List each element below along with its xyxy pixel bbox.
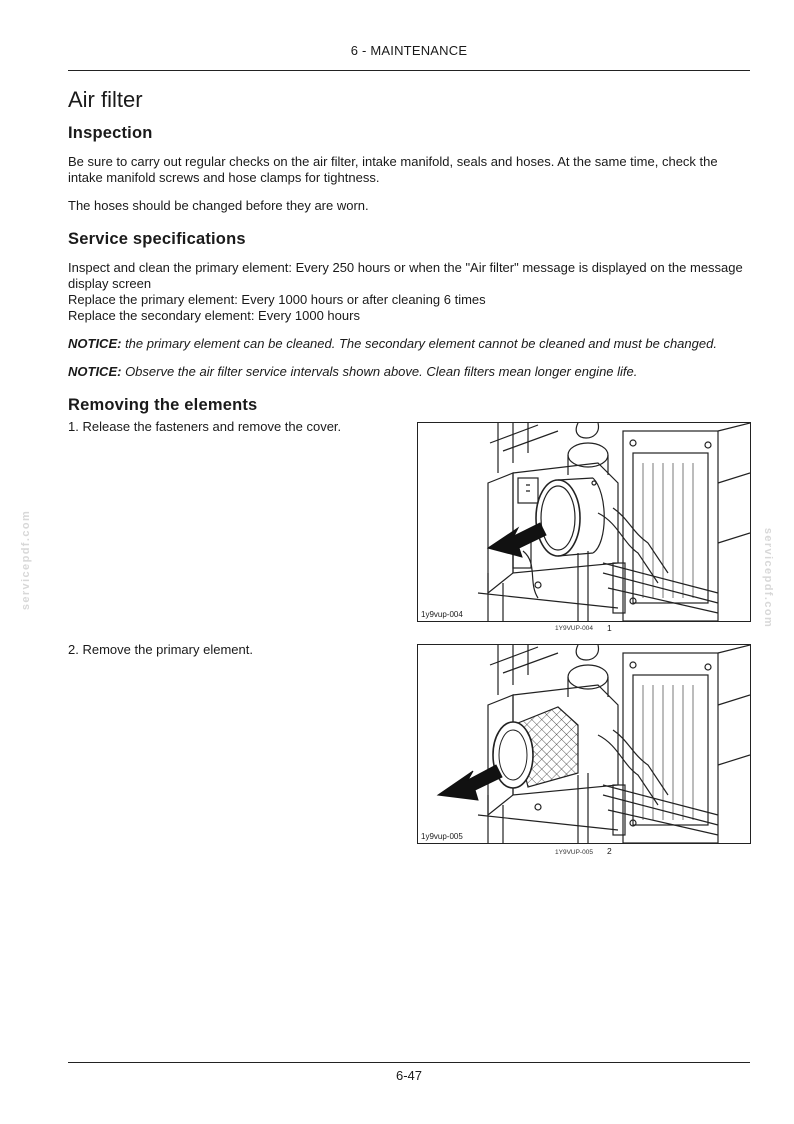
- footer-rule: [68, 1062, 750, 1063]
- primary-element-drawing: [418, 645, 750, 843]
- main-content: [68, 87, 750, 415]
- notice-2: [68, 364, 750, 380]
- inspection-paragraph-2: The hoses should be changed before they are worn.: [68, 198, 369, 213]
- notice-1-text: the primary element can be cleaned. The secondary element cannot be cleaned and must be changed.: [121, 336, 717, 351]
- step-2: 2. Remove the primary element.: [68, 642, 253, 657]
- notice-2-label: NOTICE:: [68, 364, 122, 379]
- page-number: 6-47: [395, 1068, 423, 1083]
- watermark-right: servicepdf.com: [762, 527, 774, 629]
- figure-2-number: 2: [607, 846, 612, 856]
- figure-1-label: 1y9vup-004: [421, 610, 463, 619]
- header-rule: [68, 70, 750, 71]
- page-title: Air filter: [68, 87, 143, 112]
- air-filter-cover-drawing: [418, 423, 750, 621]
- spec-line-1: Inspect and clean the primary element: Every 250 hours or when the "Air filter" message is displayed on the message display screen: [68, 260, 743, 291]
- notice-1: [68, 336, 750, 352]
- spec-line-3: Replace the secondary element: Every 1000 hours: [68, 308, 360, 323]
- inspection-heading: Inspection: [68, 124, 153, 142]
- running-header: 6 - MAINTENANCE: [350, 43, 468, 58]
- removing-heading: Removing the elements: [68, 396, 258, 414]
- service-specifications: [68, 260, 750, 324]
- inspection-paragraph-1: Be sure to carry out regular checks on the air filter, intake manifold, seals and hoses. At the same time, check the intake manifold screws and hose clamps for tightness.: [68, 154, 718, 185]
- notice-2-text: Observe the air filter service intervals shown above. Clean filters mean longer engine life.: [121, 364, 638, 379]
- watermark-left: servicepdf.com: [20, 509, 32, 611]
- figure-2-label: 1y9vup-005: [421, 832, 463, 841]
- service-heading: Service specifications: [68, 230, 246, 248]
- figure-1-reference: 1Y9VUP-004: [555, 625, 593, 632]
- figure-1-illustration: [417, 422, 751, 622]
- figure-1-number: 1: [607, 623, 612, 633]
- figure-2-reference: 1Y9VUP-005: [555, 849, 593, 856]
- figure-2-illustration: [417, 644, 751, 844]
- notice-1-label: NOTICE:: [68, 336, 122, 351]
- spec-line-2: Replace the primary element: Every 1000 hours or after cleaning 6 times: [68, 292, 486, 307]
- step-1: 1. Release the fasteners and remove the cover.: [68, 419, 342, 434]
